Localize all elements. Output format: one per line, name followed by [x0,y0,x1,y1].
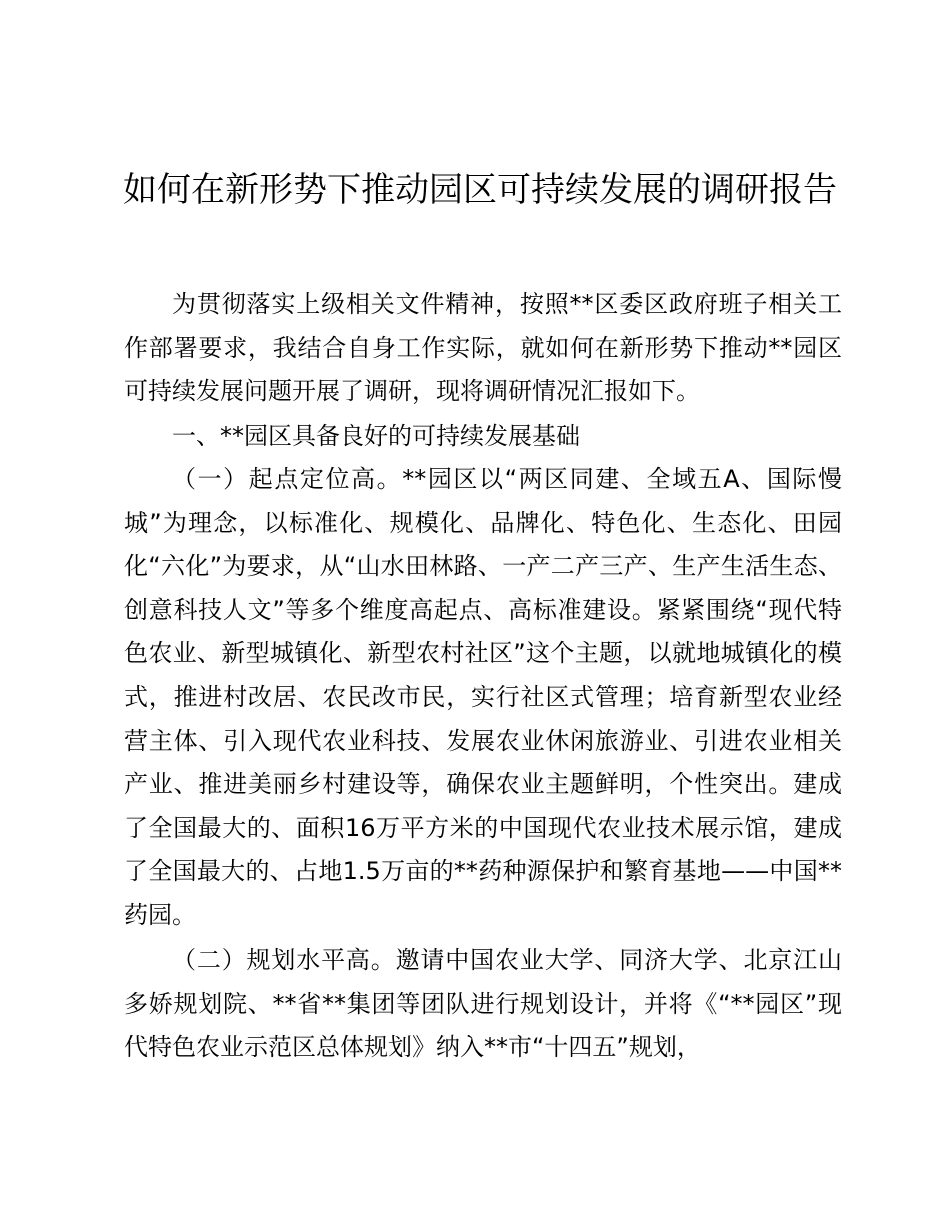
body-paragraph: （一）起点定位高。**园区以“两区同建、全域五A、国际慢城”为理念，以标准化、规模化、品牌化、特色化、生态化、田园化“六化”为要求，从“山水田林路、一产二产三产、生产生活生态、创意科技人文”等多个维度高起点、高标准建设。紧紧围绕“现代特色农业、新型城镇化、新型农村社区”这个主题，以就地城镇化的模式，推进村改居、农民改市民，实行社区式管理；培育新型农业经营主体、引入现代农业科技、发展农业休闲旅游业、引进农业相关产业、推进美丽乡村建设等，确保农业主题鲜明，个性突出。建成了全国最大的、面积16万平方米的中国现代农业技术展示馆，建成了全国最大的、占地1.5万亩的**药种源保护和繁育基地——中国**药园。 [124,465,842,929]
intro-paragraph: 为贯彻落实上级相关文件精神，按照**区委区政府班子相关工作部署要求，我结合自身工作实际，就如何在新形势下推动**园区可持续发展问题开展了调研，现将调研情况汇报如下。 [124,290,842,406]
document-title: 如何在新形势下推动园区可持续发展的调研报告 [123,170,837,210]
section-heading: 一、**园区具备良好的可持续发展基础 [172,422,580,450]
body-paragraph: （二）规划水平高。邀请中国农业大学、同济大学、北京江山多娇规划院、**省**集团等团队进行规划设计，并将《“**园区”现代特色农业示范区总体规划》纳入**市“十四五”规划， [124,946,842,1062]
